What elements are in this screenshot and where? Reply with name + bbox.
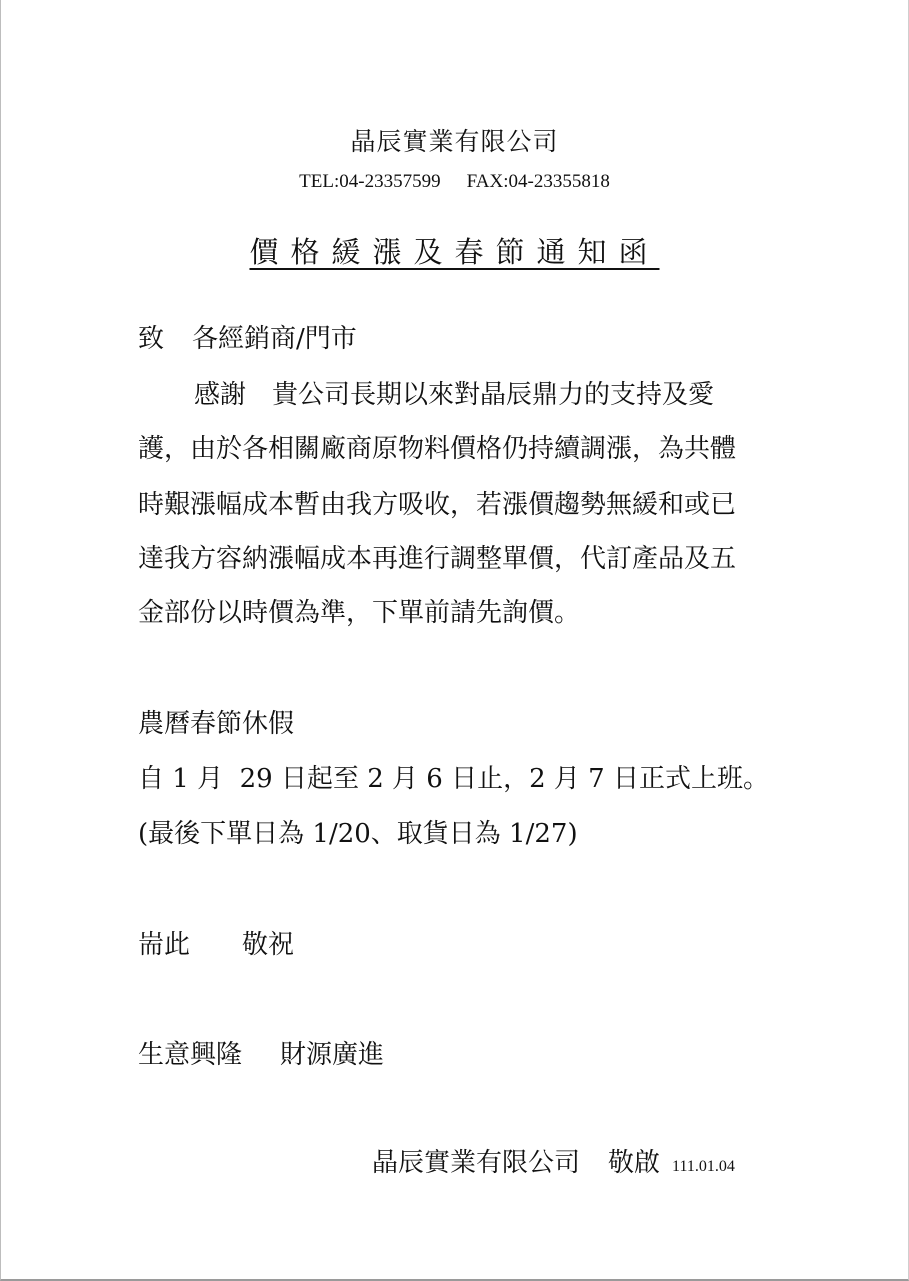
signature-date: 111.01.04 <box>672 1158 735 1175</box>
closing-line <box>138 924 294 961</box>
paragraph-line-1: 感謝 貴公司長期以來對晶辰鼎力的支持及愛 <box>194 380 715 410</box>
paragraph-line-2: 護，由於各相關廠商原物料價格仍持續調漲，為共體 <box>138 434 737 464</box>
recipient-line <box>138 318 357 355</box>
wish-wealth: 財源廣進 <box>280 1040 385 1070</box>
closing-part2: 敬祝 <box>242 930 295 960</box>
wish-business: 生意興隆 <box>138 1040 243 1070</box>
company-name: 晶辰實業有限公司 <box>350 127 559 156</box>
tel-number: TEL:04-23357599 <box>299 171 441 192</box>
wishes-line <box>138 1034 384 1071</box>
paragraph-line-4: 達我方容納漲幅成本再進行調整單價，代訂產品及五 <box>138 544 737 574</box>
paragraph-line-5: 金部份以時價為準，下單前請先詢價。 <box>138 598 581 628</box>
paragraph-line-3: 時艱漲幅成本暫由我方吸收，若漲價趨勢無緩和或已 <box>138 490 737 520</box>
recipient-prefix: 致 <box>138 324 165 354</box>
recipient-name: 各經銷商/門市 <box>192 324 357 354</box>
holiday-note: (最後下單日為 1/20、取貨日為 1/27) <box>138 819 578 849</box>
signature-line <box>372 1142 735 1179</box>
holiday-period: 自 1 月 29 日起至 2 月 6 日止，2 月 7 日正式上班。 <box>138 764 769 794</box>
closing-part1: 耑此 <box>138 930 191 960</box>
fax-number: FAX:04-23355818 <box>466 171 610 192</box>
holiday-heading: 農曆春節休假 <box>138 709 295 739</box>
notice-title: 價格緩漲及春節通知函 <box>249 235 660 269</box>
contact-line <box>0 171 909 193</box>
signature-company: 晶辰實業有限公司 <box>372 1148 581 1178</box>
signature-salutation: 敬啟 <box>608 1148 661 1178</box>
